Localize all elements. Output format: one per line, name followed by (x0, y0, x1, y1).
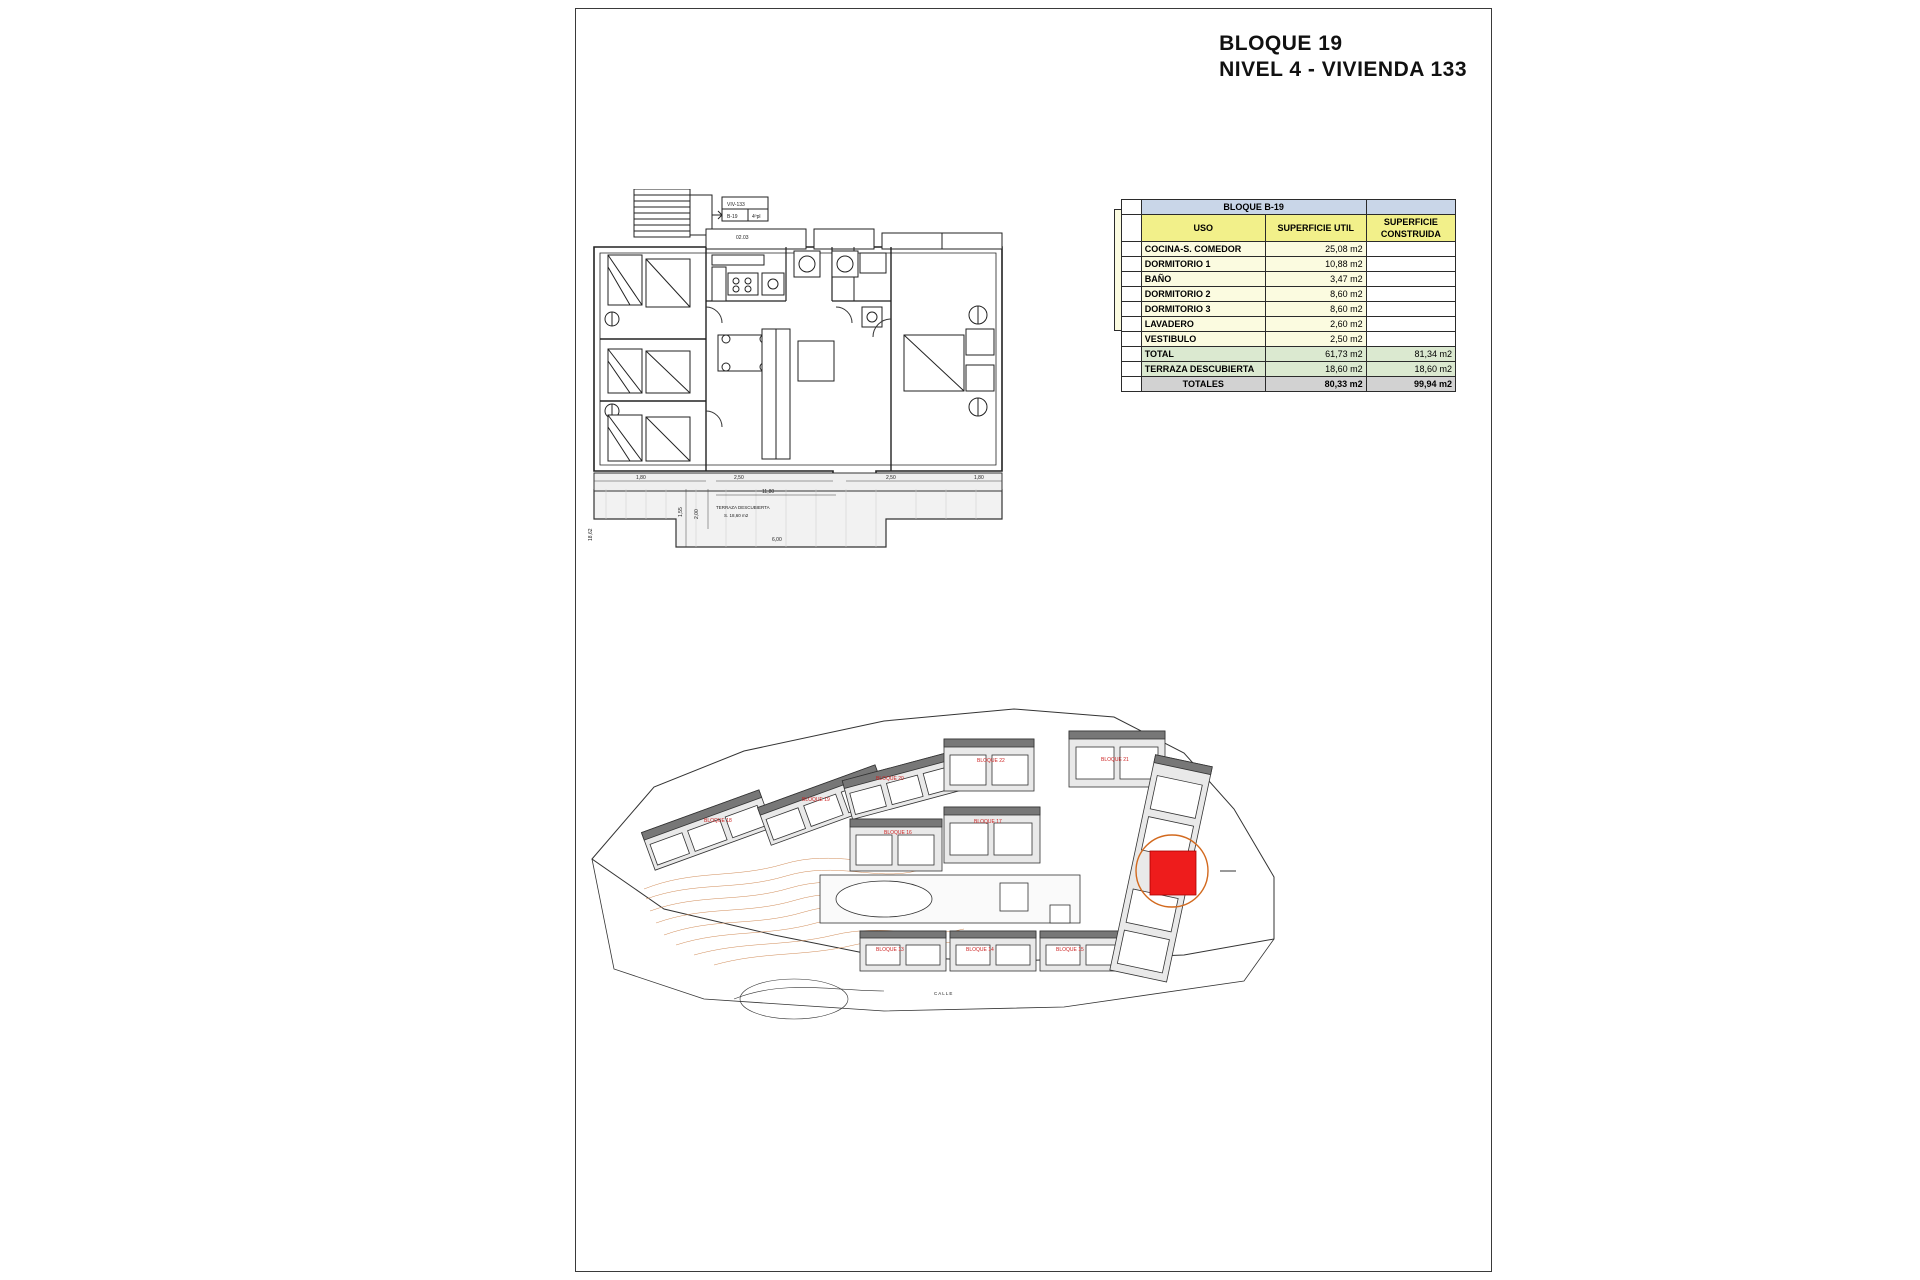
column-header-built: SUPERFICIE CONSTRUIDA (1366, 215, 1455, 242)
terrace-useful: 18,60 m2 (1265, 362, 1366, 377)
totales-label: TOTALES (1141, 377, 1265, 392)
stamp-level: 4ºpl (752, 214, 761, 220)
row-spacer (1122, 317, 1142, 332)
page-title-unit: NIVEL 4 - VIVIENDA 133 (1219, 58, 1467, 81)
total-useful: 61,73 m2 (1265, 347, 1366, 362)
row-useful-value: 8,60 m2 (1265, 287, 1366, 302)
row-useful-value: 3,47 m2 (1265, 272, 1366, 287)
table-row (1122, 272, 1456, 287)
column-header-use: USO (1141, 215, 1265, 242)
site-label-bloque-13: BLOQUE 13 (876, 947, 904, 953)
total-label: TOTAL (1141, 347, 1265, 362)
row-spacer (1122, 362, 1142, 377)
row-spacer (1122, 347, 1142, 362)
row-use-label: DORMITORIO 1 (1141, 257, 1265, 272)
dim-1: 1,80 (636, 475, 646, 481)
row-built-value (1366, 317, 1455, 332)
row-use-label: COCINA-S. COMEDOR (1141, 242, 1265, 257)
site-label-bloque-17: BLOQUE 17 (974, 819, 1002, 825)
row-useful-value: 2,50 m2 (1265, 332, 1366, 347)
total-built: 81,34 m2 (1366, 347, 1455, 362)
stamp-block: B-19 (727, 214, 738, 220)
row-spacer (1122, 377, 1142, 392)
table-row (1122, 287, 1456, 302)
stamp-code: 02.03 (736, 235, 749, 241)
terrace-built: 18,60 m2 (1366, 362, 1455, 377)
dim-8: 6,00 (772, 537, 782, 543)
table-row (1122, 332, 1456, 347)
areas-table-wrapper (1121, 199, 1466, 392)
dim-2: 2,50 (734, 475, 744, 481)
title-block (1219, 31, 1467, 83)
drawing-sheet (575, 8, 1492, 1272)
row-spacer (1122, 287, 1142, 302)
floor-plan-drawing (586, 189, 1116, 659)
table-header-block-row (1122, 200, 1456, 215)
table-row (1122, 302, 1456, 317)
row-use-label: LAVADERO (1141, 317, 1265, 332)
row-useful-value: 8,60 m2 (1265, 302, 1366, 317)
dim-6: 2,00 (694, 509, 700, 519)
table-totales-row (1122, 377, 1456, 392)
column-header-useful: SUPERFICIE UTIL (1265, 215, 1366, 242)
site-label-bloque-14: BLOQUE 14 (966, 947, 994, 953)
row-built-value (1366, 332, 1455, 347)
site-label-bloque-21: BLOQUE 21 (1101, 757, 1129, 763)
terrace-label-2: S. 18,60 m2 (724, 513, 749, 518)
table-row (1122, 317, 1456, 332)
row-built-value (1366, 242, 1455, 257)
row-built-value (1366, 257, 1455, 272)
site-label-bloque-16: BLOQUE 16 (884, 830, 912, 836)
row-use-label: DORMITORIO 3 (1141, 302, 1265, 317)
row-built-value (1366, 287, 1455, 302)
dim-5: 1,80 (974, 475, 984, 481)
row-use-label: VESTIBULO (1141, 332, 1265, 347)
block-header: BLOQUE B-19 (1141, 200, 1366, 215)
row-spacer (1122, 272, 1142, 287)
areas-table (1121, 199, 1456, 392)
row-useful-value: 25,08 m2 (1265, 242, 1366, 257)
totales-useful: 80,33 m2 (1265, 377, 1366, 392)
site-label-bloque-22: BLOQUE 22 (977, 758, 1005, 764)
block-header-right (1366, 200, 1455, 215)
row-spacer (1122, 302, 1142, 317)
row-spacer (1122, 257, 1142, 272)
row-spacer (1122, 242, 1142, 257)
site-label-bloque-18: BLOQUE 18 (704, 818, 732, 824)
table-row (1122, 242, 1456, 257)
page-title-block: BLOQUE 19 (1219, 32, 1343, 55)
table-terrace-row (1122, 362, 1456, 377)
row-built-value (1366, 272, 1455, 287)
row-use-label: BAÑO (1141, 272, 1265, 287)
row-useful-value: 10,88 m2 (1265, 257, 1366, 272)
highlighted-unit (1150, 851, 1196, 895)
site-label-bloque-19: BLOQUE 19 (802, 797, 830, 803)
table-row (1122, 257, 1456, 272)
dim-4: 2,50 (886, 475, 896, 481)
row-useful-value: 2,60 m2 (1265, 317, 1366, 332)
terrace-label-1: TERRAZA DESCUBIERTA (716, 505, 770, 510)
row-spacer (1122, 332, 1142, 347)
row-use-label: DORMITORIO 2 (1141, 287, 1265, 302)
site-plan-drawing (584, 699, 1304, 1039)
table-total-row (1122, 347, 1456, 362)
table-header-row (1122, 215, 1456, 242)
dim-3: 11,80 (762, 489, 775, 495)
terrace-label: TERRAZA DESCUBIERTA (1141, 362, 1265, 377)
site-label-bloque-15: BLOQUE 15 (1056, 947, 1084, 953)
header-spacer-2 (1122, 215, 1142, 242)
row-built-value (1366, 302, 1455, 317)
dim-9: 18,62 (588, 528, 594, 541)
site-label-bloque-20: BLOQUE 20 (876, 776, 904, 782)
totales-built: 99,94 m2 (1366, 377, 1455, 392)
dim-7: 1,55 (678, 507, 684, 517)
header-spacer (1122, 200, 1142, 215)
stamp-viv: VIV-133 (727, 202, 745, 208)
site-label-street: C A L L E (934, 991, 953, 996)
